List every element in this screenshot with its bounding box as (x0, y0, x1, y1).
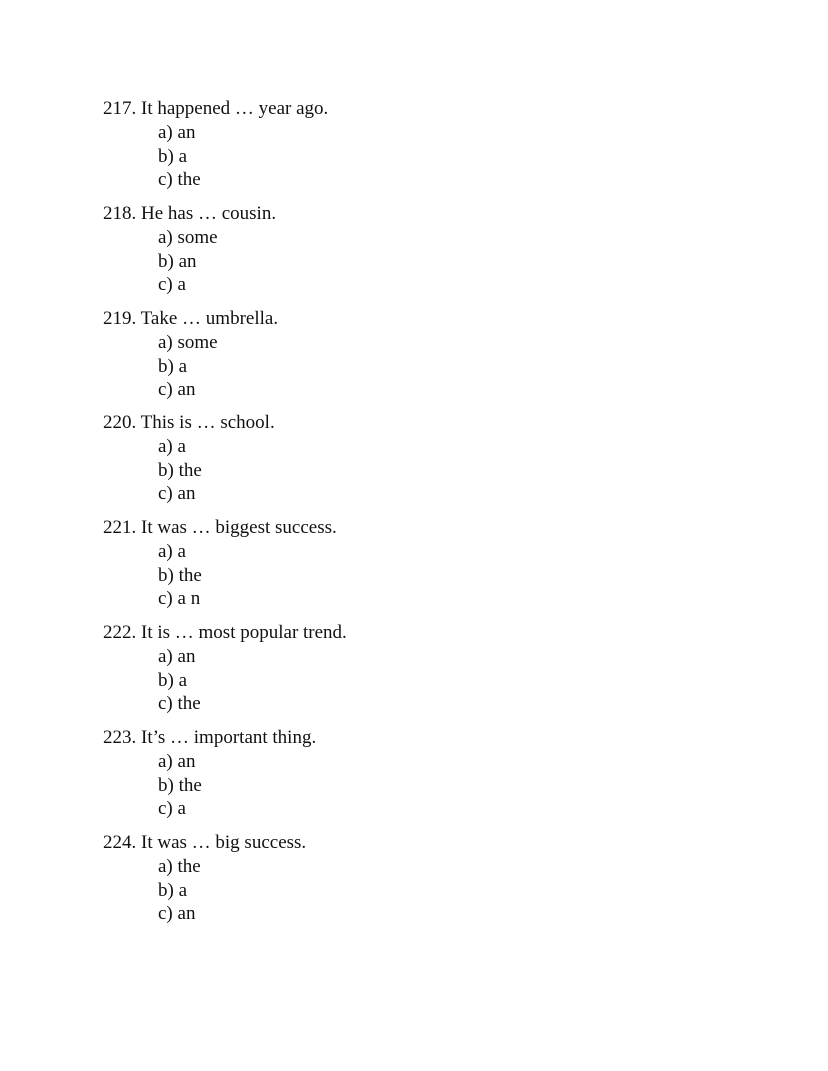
option-c: c) an (158, 379, 196, 400)
option-c: c) an (158, 483, 196, 504)
option-b: b) the (158, 564, 202, 586)
option-c: c) the (158, 169, 201, 190)
question-text: 221. It was … biggest success. (103, 517, 337, 538)
option-a: a) a (158, 541, 186, 562)
option-b: b) a (158, 355, 188, 377)
option-b: b) the (158, 459, 202, 481)
question-text: 224. It was … big success. (103, 832, 307, 853)
question-217 (103, 97, 703, 192)
question-220 (103, 411, 703, 506)
option-b: b) a (158, 879, 188, 901)
question-text: 218. He has … cousin. (103, 203, 277, 224)
question-text: 222. It is … most popular trend. (103, 622, 347, 643)
option-b: b) the (158, 774, 202, 796)
question-text: 223. It’s … important thing. (103, 727, 317, 748)
option-c: c) an (158, 903, 196, 924)
option-c: c) the (158, 693, 201, 714)
question-224 (103, 831, 703, 926)
option-b: b) an (158, 250, 197, 272)
option-a: a) an (158, 122, 196, 143)
option-a: a) some (158, 332, 218, 353)
option-b: b) a (158, 669, 188, 691)
option-a: a) the (158, 856, 201, 877)
option-a: a) a (158, 436, 186, 457)
question-222 (103, 621, 703, 716)
option-c: c) a n (158, 588, 201, 609)
option-b: b) a (158, 145, 188, 167)
question-218 (103, 202, 703, 297)
question-text: 220. This is … school. (103, 412, 275, 433)
option-a: a) an (158, 646, 196, 667)
option-a: a) some (158, 227, 218, 248)
option-a: a) an (158, 751, 196, 772)
question-219 (103, 307, 703, 402)
question-223 (103, 726, 703, 821)
question-text: 219. Take … umbrella. (103, 308, 279, 329)
option-c: c) a (158, 798, 186, 819)
question-text: 217. It happened … year ago. (103, 98, 329, 119)
question-221 (103, 516, 703, 611)
option-c: c) a (158, 274, 186, 295)
